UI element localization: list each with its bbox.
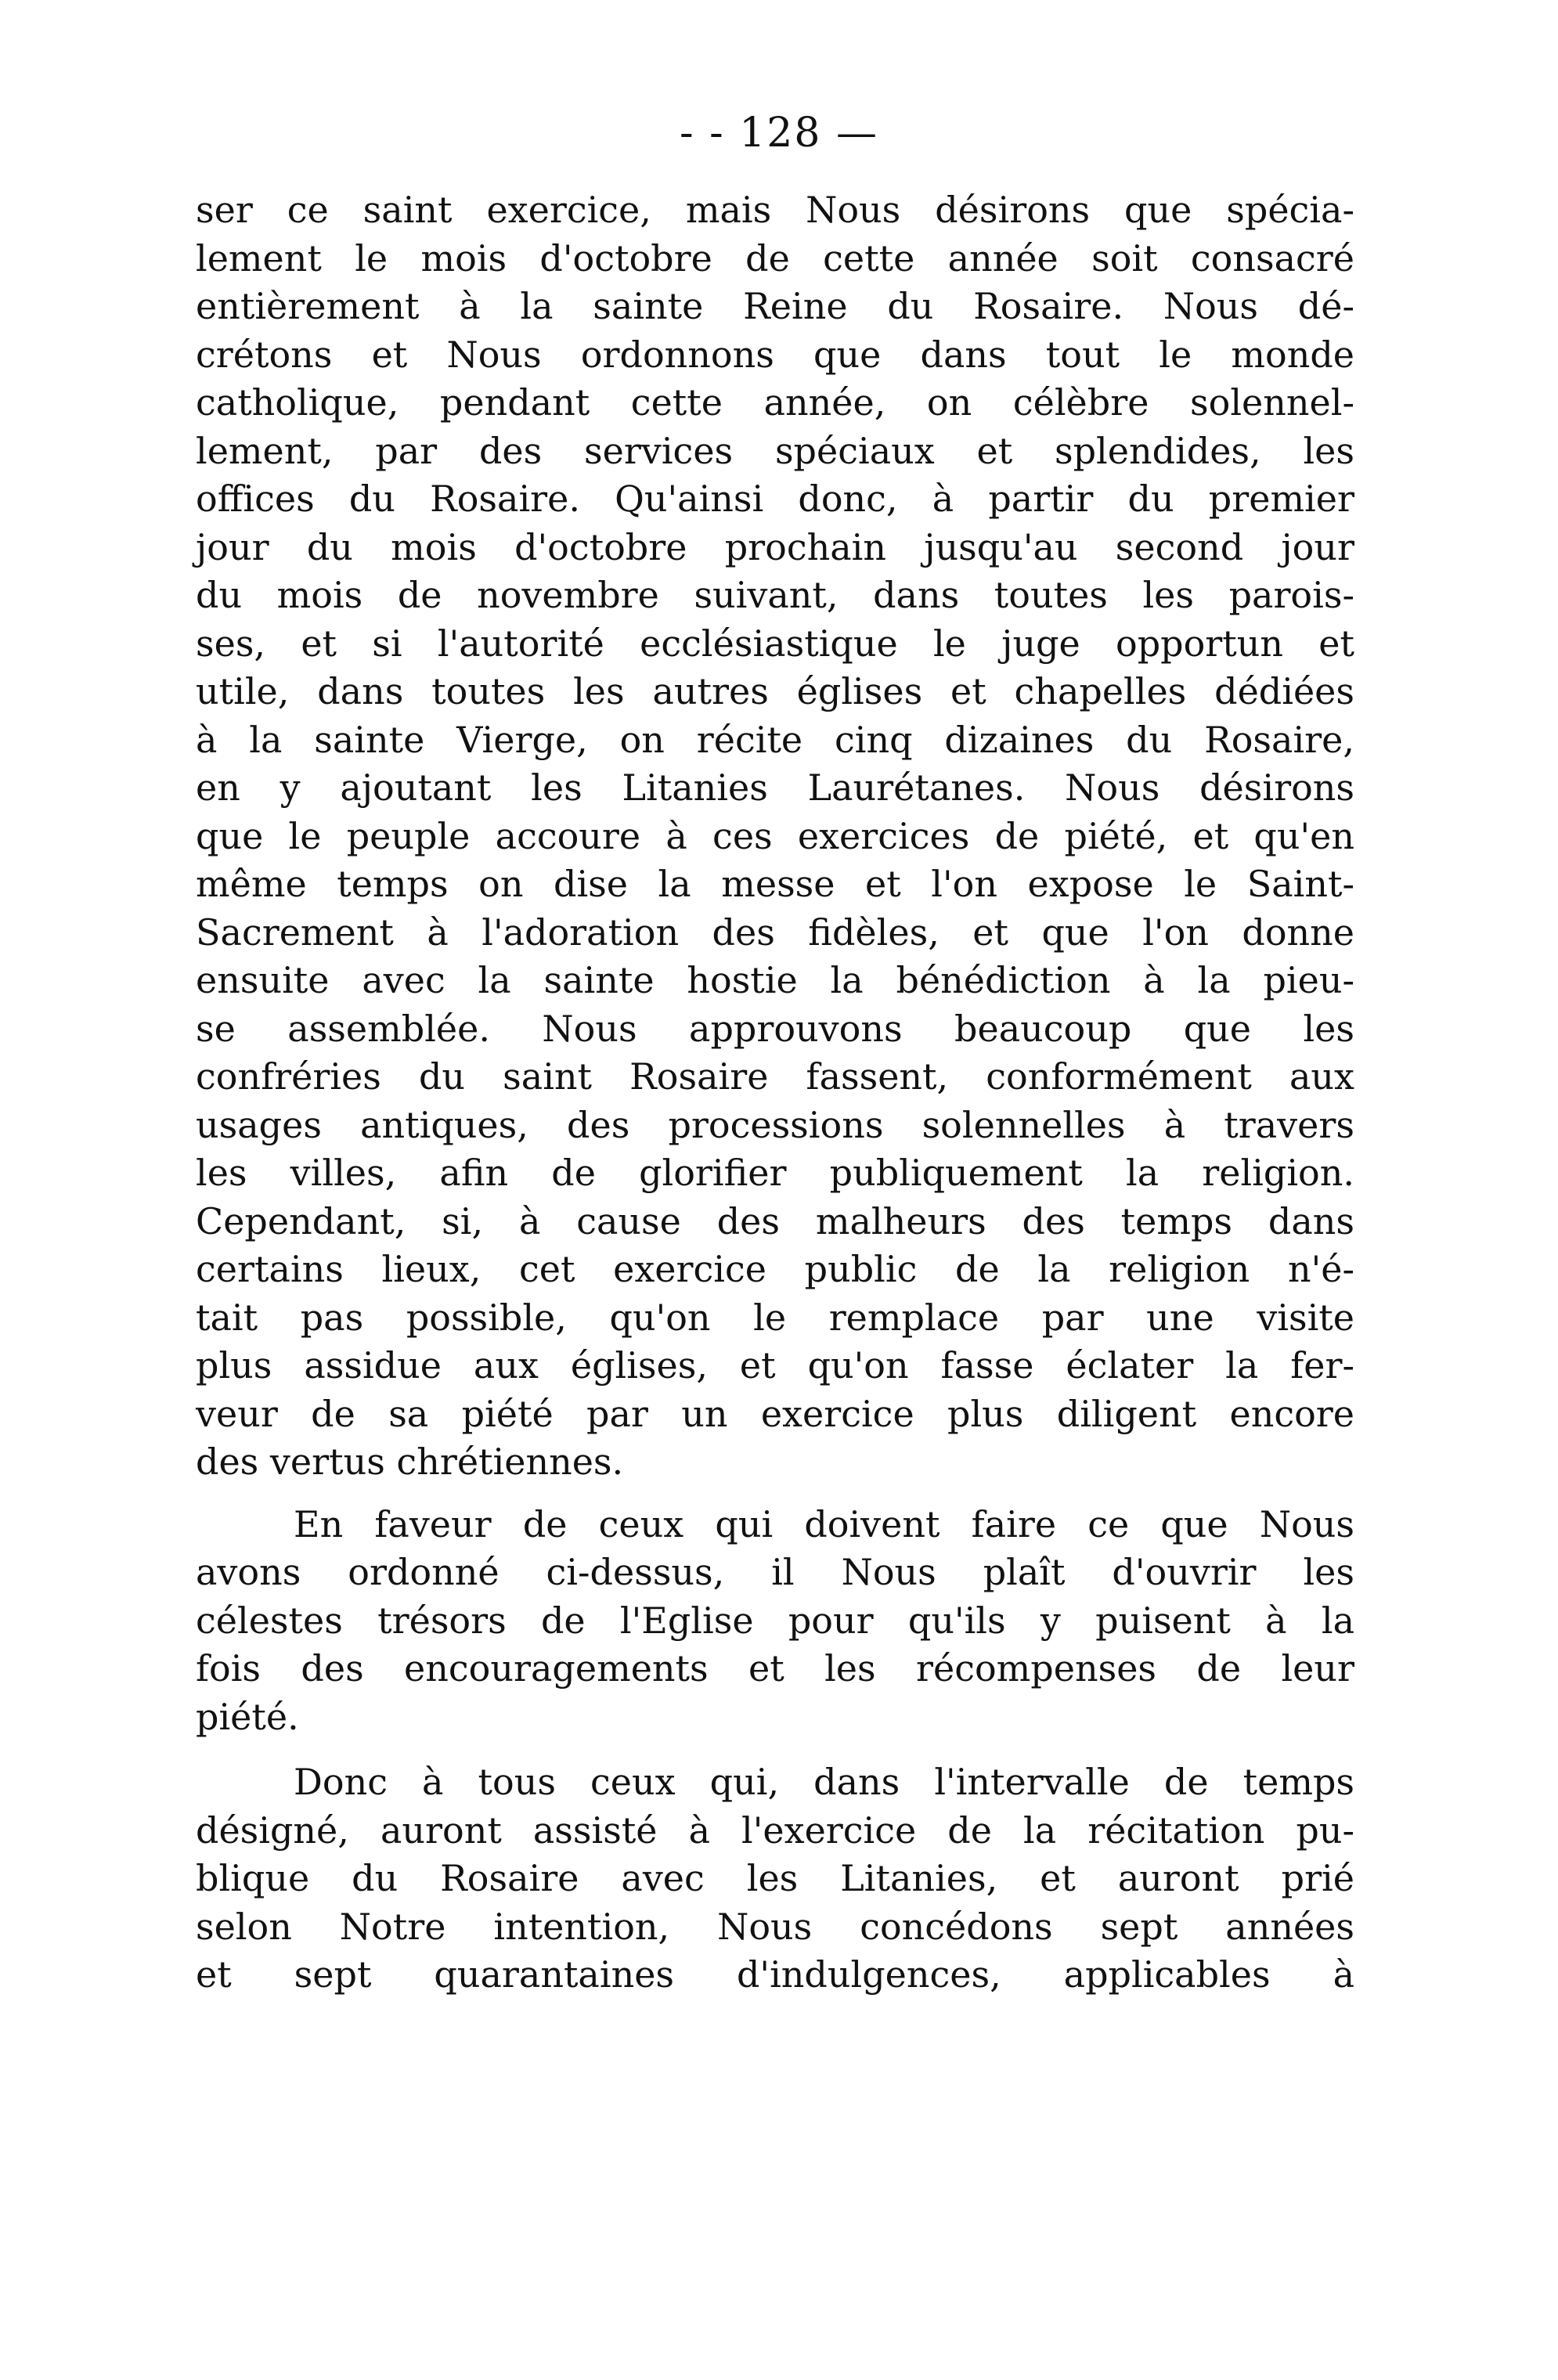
text-line: les villes, afin de glorifier publiquement la religion. bbox=[196, 1152, 1354, 1194]
text-line: confréries du saint Rosaire fassent, conformément aux bbox=[196, 1055, 1354, 1098]
text-line: En faveur de ceux qui doivent faire ce que Nous bbox=[294, 1502, 1354, 1545]
text-line: entièrement à la sainte Reine du Rosaire. Nous dé- bbox=[196, 285, 1354, 327]
text-line: ser ce saint exercice, mais Nous désirons que spécia- bbox=[196, 189, 1354, 231]
text-line: selon Notre intention, Nous concédons sept années bbox=[196, 1905, 1354, 1948]
text-line: tait pas possible, qu'on le remplace par une visite bbox=[196, 1296, 1354, 1339]
text-line: des vertus chrétiennes. bbox=[196, 1441, 624, 1483]
paragraph-2 bbox=[196, 1501, 1354, 1742]
text-line: du mois de novembre suivant, dans toutes les parois- bbox=[196, 574, 1354, 616]
text-line: usages antiques, des processions solennelles à travers bbox=[196, 1103, 1354, 1146]
text-line: et sept quarantaines d'indulgences, applicables à bbox=[196, 1953, 1354, 1996]
text-line: jour du mois d'octobre prochain jusqu'au second jour bbox=[196, 525, 1354, 568]
text-line: certains lieux, cet exercice public de la religion n'é- bbox=[196, 1248, 1354, 1290]
text-line: à la sainte Vierge, on récite cinq dizaines du Rosaire, bbox=[196, 718, 1354, 761]
text-line: même temps on dise la messe et l'on expose le Saint- bbox=[196, 863, 1354, 905]
text-line: offices du Rosaire. Qu'ainsi donc, à partir du premier bbox=[196, 478, 1354, 520]
text-line: célestes trésors de l'Eglise pour qu'ils y puisent à la bbox=[196, 1599, 1354, 1642]
page-number: - - 128 — bbox=[680, 110, 878, 157]
text-line: veur de sa piété par un exercice plus diligent encore bbox=[196, 1392, 1354, 1435]
text-line: que le peuple accoure à ces exercices de piété, et qu'en bbox=[196, 814, 1354, 857]
text-line: blique du Rosaire avec les Litanies, et auront prié bbox=[196, 1857, 1354, 1899]
text-line: lement le mois d'octobre de cette année soit consacré bbox=[196, 236, 1354, 279]
text-line: en y ajoutant les Litanies Laurétanes. Nous désirons bbox=[196, 766, 1354, 809]
body-text bbox=[196, 186, 1354, 2000]
text-line: ensuite avec la sainte hostie la bénédiction à la pieu- bbox=[196, 959, 1354, 1001]
text-line: utile, dans toutes les autres églises et chapelles dédiées bbox=[196, 670, 1354, 712]
text-line: ses, et si l'autorité ecclésiastique le juge opportun et bbox=[196, 622, 1354, 665]
text-line: plus assidue aux églises, et qu'on fasse éclater la fer- bbox=[196, 1344, 1354, 1387]
text-line: crétons et Nous ordonnons que dans tout le monde bbox=[196, 333, 1354, 376]
text-line: se assemblée. Nous approuvons beaucoup que les bbox=[196, 1007, 1354, 1050]
text-line: avons ordonné ci-dessus, il Nous plaît d'ouvrir les bbox=[196, 1551, 1354, 1593]
text-line: catholique, pendant cette année, on célèbre solennel- bbox=[196, 381, 1354, 424]
paragraph-1 bbox=[196, 186, 1354, 1487]
text-line: désigné, auront assisté à l'exercice de la récitation pu- bbox=[196, 1808, 1354, 1852]
text-line: Sacrement à l'adoration des fidèles, et que l'on donne bbox=[196, 911, 1354, 954]
text-line: Donc à tous ceux qui, dans l'intervalle de temps bbox=[294, 1761, 1354, 1803]
paragraph-3 bbox=[196, 1758, 1354, 2000]
text-line: piété. bbox=[196, 1695, 299, 1738]
text-line: Cependant, si, à cause des malheurs des temps dans bbox=[196, 1199, 1354, 1242]
text-line: lement, par des services spéciaux et splendides, les bbox=[196, 429, 1354, 472]
text-line: fois des encouragements et les récompenses de leur bbox=[196, 1647, 1354, 1689]
